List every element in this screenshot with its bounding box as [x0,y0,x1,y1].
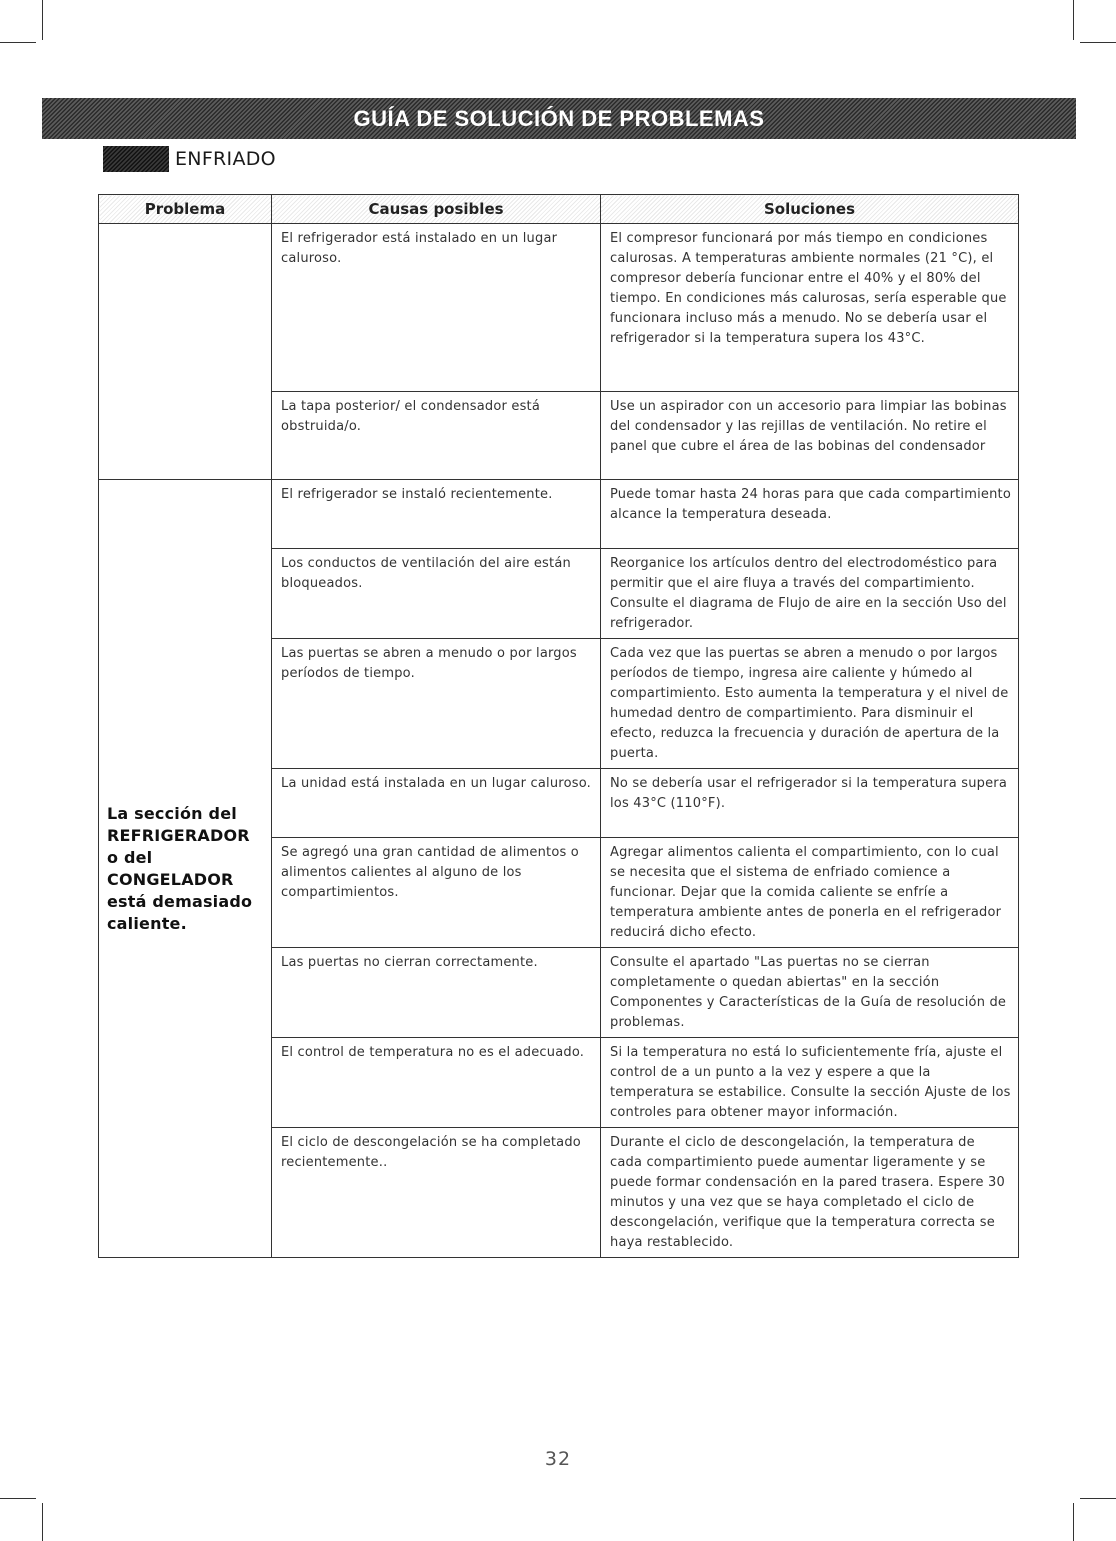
solution-cell: Puede tomar hasta 24 horas para que cada compartimiento alcance la temperatura deseada. [601,480,1019,549]
section-marker-block [103,146,169,172]
crop-mark [0,42,36,43]
banner-title: GUÍA DE SOLUCIÓN DE PROBLEMAS [353,105,765,131]
column-header-solutions: Soluciones [601,195,1019,224]
crop-mark [1080,1498,1116,1499]
page-number: 32 [544,1448,572,1470]
problem-text: REFRIGERADOR [107,825,250,845]
solution-cell: Si la temperatura no está lo suficientemente fría, ajuste el control de a un punto a la vez y espere a que la temperatura se estabilice. Consulte la sección Ajuste de los controles para obtener mayor información. [601,1038,1019,1128]
problem-text: o del [107,847,153,867]
solution-cell: Agregar alimentos calienta el compartimiento, con lo cual se necesita que el sistema de enfriado comience a funcionar. Dejar que la comida caliente se enfríe a temperatura ambiente antes de ponerla en el refrigerador reducirá dicho efecto. [601,838,1019,948]
crop-mark [0,1498,36,1499]
column-header-problem: Problema [99,195,272,224]
crop-mark [42,0,43,40]
troubleshooting-table [98,194,1019,1258]
cause-cell: El ciclo de descongelación se ha completado recientemente.. [272,1128,601,1258]
column-header-causes: Causas posibles [272,195,601,224]
problem-cell [99,480,272,1258]
cause-cell: Las puertas se abren a menudo o por largos períodos de tiempo. [272,639,601,769]
table-header-row [99,195,1019,224]
table-row [99,480,1019,549]
cause-cell: Las puertas no cierran correctamente. [272,948,601,1038]
section-title: ENFRIADO [175,148,276,170]
problem-text: caliente. [107,913,187,933]
solution-cell: Reorganice los artículos dentro del electrodoméstico para permitir que el aire fluya a través del compartimiento. Consulte el diagrama de Flujo de aire en la sección Uso del refrigerador. [601,549,1019,639]
cause-cell: El refrigerador está instalado en un lugar caluroso. [272,224,601,392]
cause-cell: Se agregó una gran cantidad de alimentos o alimentos calientes al alguno de los compartimientos. [272,838,601,948]
cause-cell: El refrigerador se instaló recientemente. [272,480,601,549]
section-heading [103,146,276,172]
solution-cell: No se debería usar el refrigerador si la temperatura supera los 43°C (110°F). [601,769,1019,838]
solution-cell: Cada vez que las puertas se abren a menudo o por largos períodos de tiempo, ingresa aire caliente y húmedo al compartimiento. Esto aumenta la temperatura y el nivel de humedad dentro de compartimiento. Para disminuir el efecto, reduzca la frecuencia y duración de apertura de la puerta. [601,639,1019,769]
problem-text: está demasiado [107,891,253,911]
crop-mark [1073,0,1074,40]
page-banner [42,98,1076,139]
crop-mark [42,1503,43,1541]
crop-mark [1080,42,1116,43]
table-row [99,224,1019,392]
cause-cell: La tapa posterior/ el condensador está obstruida/o. [272,392,601,480]
solution-cell: El compresor funcionará por más tiempo en condiciones calurosas. A temperaturas ambiente normales (21 °C), el compresor debería funcionar entre el 40% y el 80% del tiempo. En condiciones más calurosas, sería esperable que funcionara incluso más a menudo. No se debería usar el refrigerador si la temperatura supera los 43°C. [601,224,1019,392]
cause-cell: El control de temperatura no es el adecuado. [272,1038,601,1128]
solution-cell: Use un aspirador con un accesorio para limpiar las bobinas del condensador y las rejillas de ventilación. No retire el panel que cubre el área de las bobinas del condensador [601,392,1019,480]
problem-cell-empty [99,224,272,480]
solution-cell: Durante el ciclo de descongelación, la temperatura de cada compartimiento puede aumentar ligeramente y se puede formar condensación en la pared trasera. Espere 30 minutos y una vez que se haya completado el ciclo de descongelación, verifique que la temperatura correcta se haya restablecido. [601,1128,1019,1258]
crop-mark [1073,1503,1074,1541]
solution-cell: Consulte el apartado "Las puertas no se cierran completamente o quedan abiertas" en la sección Componentes y Características de la Guía de resolución de problemas. [601,948,1019,1038]
cause-cell: La unidad está instalada en un lugar caluroso. [272,769,601,838]
cause-cell: Los conductos de ventilación del aire están bloqueados. [272,549,601,639]
problem-text: CONGELADOR [107,869,234,889]
problem-text: La sección del [107,803,237,823]
